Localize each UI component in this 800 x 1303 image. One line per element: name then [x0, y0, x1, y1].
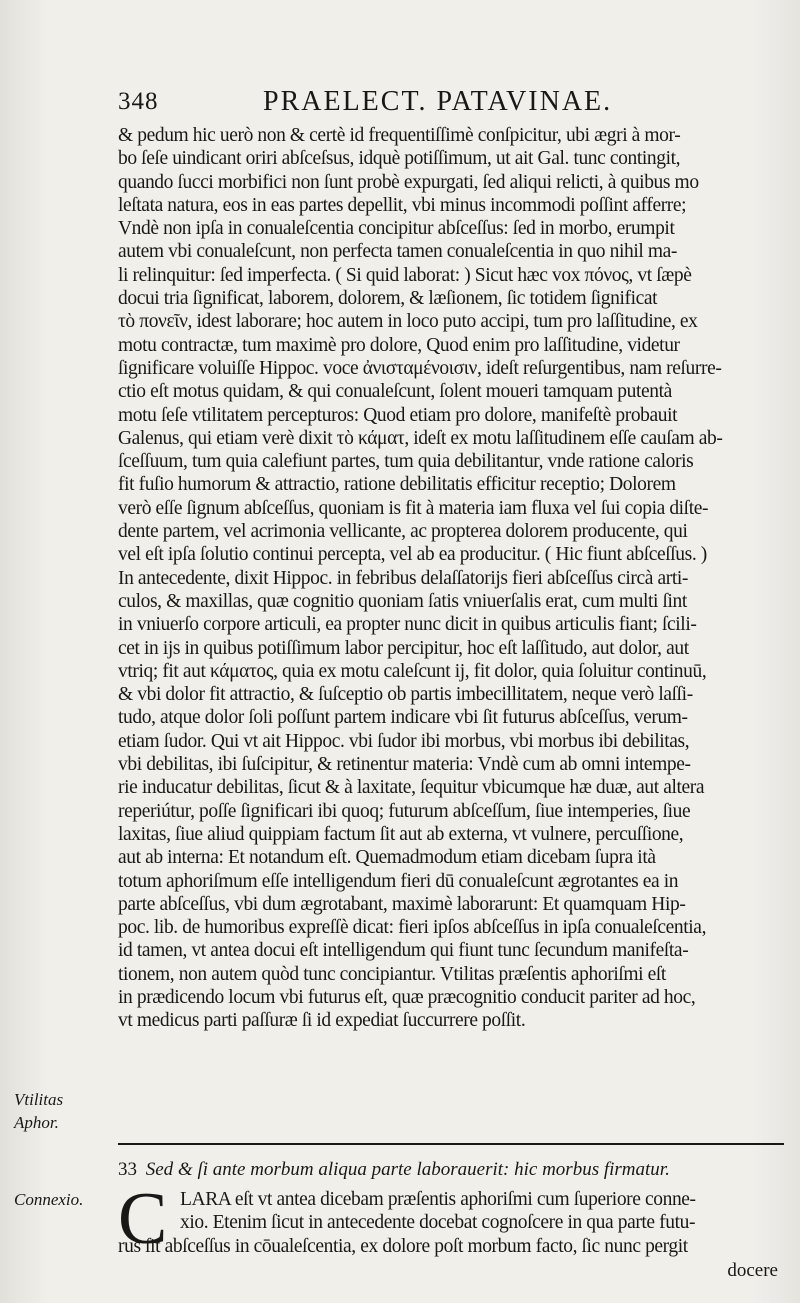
- text-line: poc. lib. de humoribus expreſſè dicat: fieri ipſos abſceſſus in ipſa conualeſcentia,: [118, 917, 707, 939]
- text-line: ſignificare voluiſſe Hippoc. voce ἀνισταμένοισιν, ideſt reſurgentibus, nam reſurre-: [118, 357, 722, 379]
- text-line: in vniuerſo corpore articuli, ea propter nunc dicit in quibus articulis fiant; ſcili-: [118, 614, 697, 636]
- text-line: vbi debilitas, ibi ſuſcipitur, & retinentur materia: Vndè cum ab omni intempe-: [118, 754, 691, 776]
- text-line: quando ſucci morbifici non ſunt probè expurgati, ſed aliqui relicti, à quibus mo: [118, 171, 699, 193]
- aphorism-heading: [118, 1158, 798, 1182]
- text-line: [118, 1056, 798, 1079]
- text-line: cet in ijs in quibus potiſſimum labor percipitur, hoc eſt laſſitudo, aut dolor, aut: [118, 637, 689, 659]
- text-line: [118, 1033, 798, 1056]
- text-line: reperiútur, poſſe ſignificari ibi quoq; futurum abſceſſum, ſiue intemperies, ſiue: [118, 800, 691, 822]
- text-line: in prædicendo locum vbi futurus eſt, quæ præcognitio conducit pariter ad hoc,: [118, 986, 696, 1008]
- text-line: rie inducatur debilitas, ſicut & à laxitate, ſequitur vbicumque hæ duæ, aut altera: [118, 777, 705, 799]
- text-line: & vbi dolor fit attractio, & ſuſceptio ob partis imbecillitatem, neque verò laſſi-: [118, 684, 693, 706]
- text-line: τὸ πονεῖν, idest laborare; hoc autem in loco puto accipi, tum pro laſſitudine, ex: [118, 311, 698, 333]
- text-line: laxitas, ſiue aliud quippiam factum ſit aut ab externa, vt vulnere, percuſſione,: [118, 823, 684, 845]
- margin-note-connexio: Connexio.: [14, 1190, 84, 1209]
- text-line: motu contractæ, tum maximè pro dolore, Quod enim pro laſſitudine, videtur: [118, 334, 680, 356]
- aphorism-text: Sed & ſi ante morbum aliqua parte laborauerit: hic morbus firmatur.: [145, 1159, 670, 1180]
- text-line: etiam ſudor. Qui vt ait Hippoc. vbi ſudor ibi morbus, vbi morbus ibi debilitas,: [118, 730, 690, 752]
- text-line: fit fuſio humorum & attractio, ratione debilitatis efficitur receptio; Dolorem: [118, 474, 676, 496]
- aphorism-commentary: [118, 1178, 798, 1260]
- text-line: rus ſit abſceſſus in cōualeſcentia, ex dolore poſt morbum facto, ſic nunc pergit: [118, 1235, 688, 1257]
- section-divider: [118, 1143, 784, 1145]
- text-line: & pedum hic uerò non & certè id frequentiſſimè conſpicitur, ubi ægri à mor-: [118, 125, 681, 146]
- page-number: 348: [118, 88, 159, 115]
- text-line: In antecedente, dixit Hippoc. in febribus delaſſatorijs fieri abſceſſus circà arti-: [118, 567, 688, 589]
- text-line: ctio eſt motus quidam, & qui conualeſcunt, ſolent moueri tamquam putentà: [118, 381, 672, 403]
- text-line: autem vbi conualeſcunt, non perfecta tamen conualeſcentia in quo nihil ma-: [118, 241, 677, 263]
- margin-note: Vtilitas: [14, 1090, 64, 1109]
- margin-notes: [14, 1088, 114, 1134]
- text-line: bo ſeſe uindicant oriri abſceſsus, idquè potiſſimum, ut ait Gal. tunc contingit,: [118, 148, 681, 170]
- text-line: leſtata natura, eos in eas partes depellit, vbi minus incommodi poſſint afferre;: [118, 194, 687, 216]
- text-line: motu ſeſe vtilitatem percepturos: Quod etiam pro dolore, manifeſtè probauit: [118, 404, 678, 426]
- running-title: PRAELECT. PATAVINAE.: [263, 86, 613, 117]
- margin-note: Aphor.: [14, 1113, 59, 1132]
- drop-cap: C: [118, 1178, 168, 1260]
- text-line: vtriq; fit aut κάματος, quia ex motu caleſcunt ij, fit dolor, quia ſoluitur continuū,: [118, 660, 707, 682]
- text-line: tudo, atque dolor ſoli poſſunt partem indicare vbi ſit futurus abſceſſus, verum-: [118, 707, 688, 729]
- text-line: totum aphoriſmum eſſe intelligendum fieri dū conualeſcunt ægrotantes ea in: [118, 870, 679, 892]
- text-line: Vndè non ipſa in conualeſcentia concipitur abſceſſus: ſed in morbo, erumpit: [118, 218, 675, 240]
- text-line: tionem, non autem quòd tunc concipiantur. Vtilitas præſentis aphoriſmi eſt: [118, 963, 666, 985]
- text-line: dente partem, vel acrimonia vellicante, ac propterea dolorem producente, qui: [118, 521, 688, 543]
- running-head: [118, 86, 712, 120]
- text-line: li relinquitur: ſed imperfecta. ( Si quid laborat: ) Sicut hæc vox πόνος, vt ſæpè: [118, 264, 692, 286]
- text-line: aut ab interna: Et notandum eſt. Quemadmodum etiam dicebam ſupra ità: [118, 847, 656, 869]
- text-line: id tamen, vt antea docui eſt intelligendum qui fiunt tunc ſecundum manifeſta-: [118, 940, 689, 962]
- text-line: culos, & maxillas, quæ cognitio quoniam ſatis vniuerſalis erat, cum multi ſint: [118, 590, 687, 612]
- text-line: ſceſſuum, tum quia calefiunt partes, tum quia debilitantur, vnde ratione caloris: [118, 451, 694, 473]
- commentary-body: [118, 124, 798, 1079]
- text-line: xio. Etenim ſicut in antecedente docebat cognoſcere in qua parte futu-: [180, 1212, 696, 1234]
- catchword: docere: [727, 1260, 778, 1281]
- text-line: Galenus, qui etiam verè dixit τὸ κάματ, ideſt ex motu laſſitudinem eſſe cauſam ab-: [118, 427, 723, 449]
- text-line: docui tria ſignificat, laborem, dolorem, & læſionem, ſic totidem ſignificat: [118, 288, 658, 310]
- text-line: parte abſceſſus, vbi dum ægrotabant, maximè laborarunt: Et quamquam Hip-: [118, 893, 686, 915]
- text-line: LARA eſt vt antea dicebam præſentis aphoriſmi cum ſuperiore conne-: [180, 1189, 696, 1210]
- text-line: verò eſſe ſignum abſceſſus, quoniam is fit à materia iam fluxa vel ſui copia diſte-: [118, 497, 709, 519]
- text-line: vel eſt ipſa ſolutio continui percepta, vel ab ea producitur. ( Hic fiunt abſceſſus. ): [118, 544, 707, 566]
- aphorism-section: [118, 1158, 798, 1258]
- aphorism-number: 33: [118, 1159, 137, 1180]
- text-line: vt medicus parti paſſuræ ſi id expediat ſuccurrere poſſit.: [118, 1010, 526, 1032]
